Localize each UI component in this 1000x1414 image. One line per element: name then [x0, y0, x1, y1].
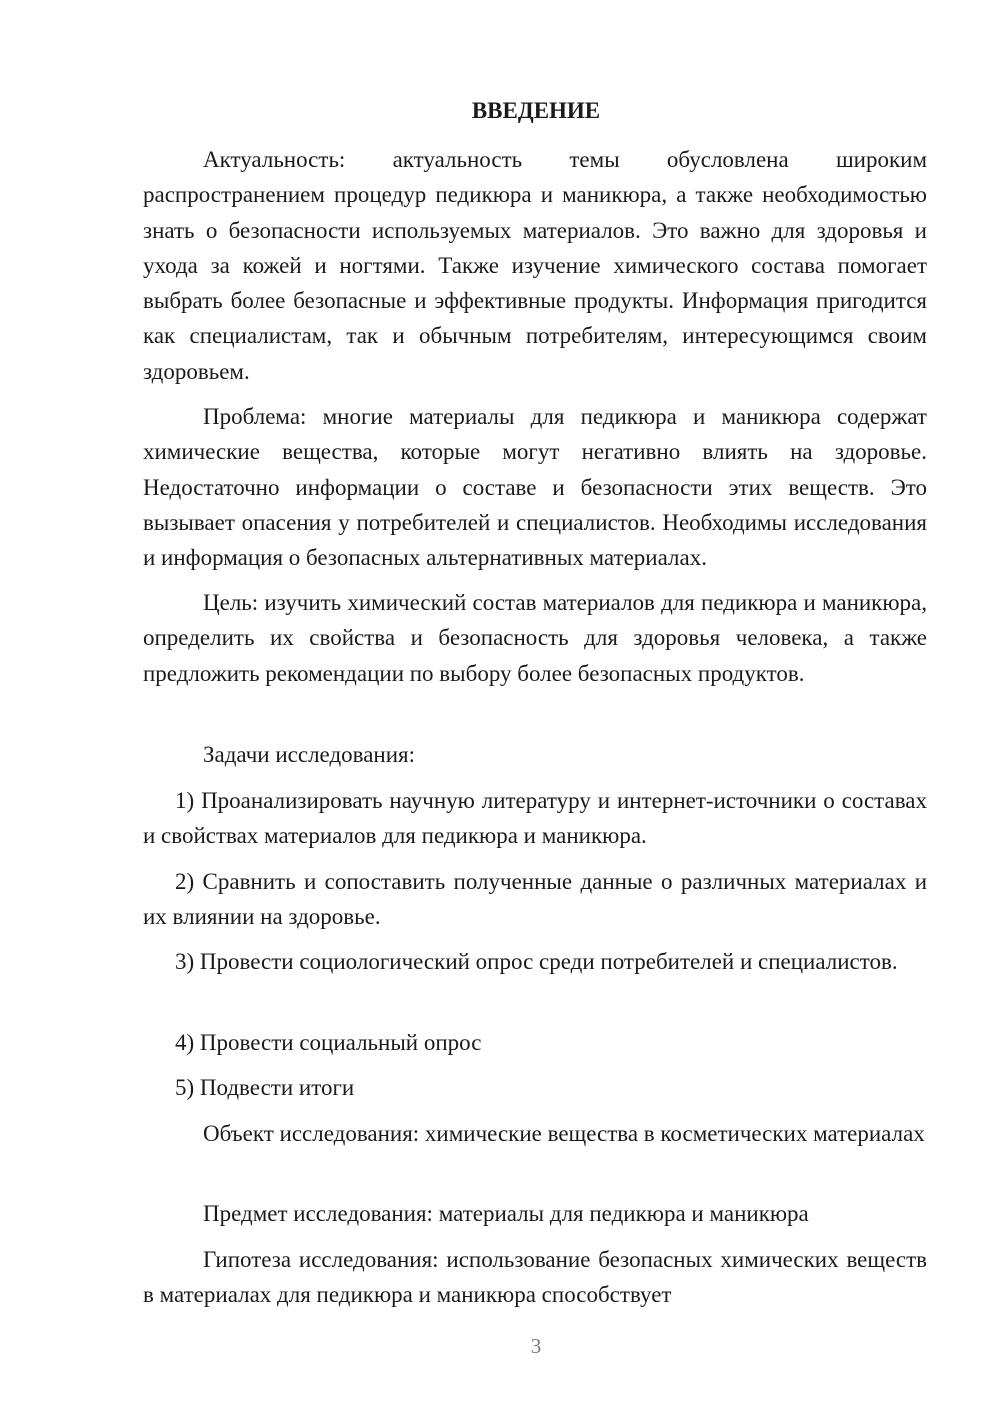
- relevance-paragraph: Актуальность: актуальность темы обусловлена широким распространением процедур педикюра и маникюра, а также необходимостью знать о безопасности используемых материалов. Это важно для здоровья и ухода за кожей и ногтями. Также изучение химического состава помогает выбрать более безопасные и эффективные продукты. Информация пригодится как специалистам, так и обычным потребителям, интересующимся своим здоровьем.: [143, 147, 927, 384]
- task-item-4: 4) Провести социальный опрос: [175, 1030, 482, 1055]
- tasks-title: Задачи исследования:: [203, 742, 416, 767]
- subject-paragraph: Предмет исследования: материалы для педикюра и маникюра: [203, 1201, 809, 1226]
- goal-paragraph: Цель: изучить химический состав материалов для педикюра и маникюра, определить их свойства и безопасность для здоровья человека, а также предложить рекомендации по выбору более безопасных продуктов.: [143, 590, 927, 686]
- object-paragraph: Объект исследования: химические вещества в косметических материалах: [203, 1121, 925, 1146]
- task-item-1: 1) Проанализировать научную литературу и интернет-источники о составах и свойствах материалов для педикюра и маникюра.: [143, 788, 927, 849]
- task-item-2: 2) Сравнить и сопоставить полученные данные о различных материалах и их влиянии на здоровье.: [143, 869, 927, 930]
- problem-paragraph: Проблема: многие материалы для педикюра и маникюра содержат химические вещества, которые могут негативно влиять на здоровье. Недостаточно информации о составе и безопасности этих веществ. Это вызывает опасения у потребителей и специалистов. Необходимы исследования и информация о безопасных альтернативных материалах.: [143, 404, 927, 571]
- task-item-3: 3) Провести социологический опрос среди потребителей и специалистов.: [175, 949, 898, 974]
- page-number: 3: [530, 1334, 542, 1358]
- hypothesis-paragraph: Гипотеза исследования: использование безопасных химических веществ в материалах для педикюра и маникюра способствует: [143, 1247, 927, 1308]
- task-item-5: 5) Подвести итоги: [175, 1075, 355, 1100]
- section-heading: ВВЕДЕНИЕ: [471, 98, 601, 123]
